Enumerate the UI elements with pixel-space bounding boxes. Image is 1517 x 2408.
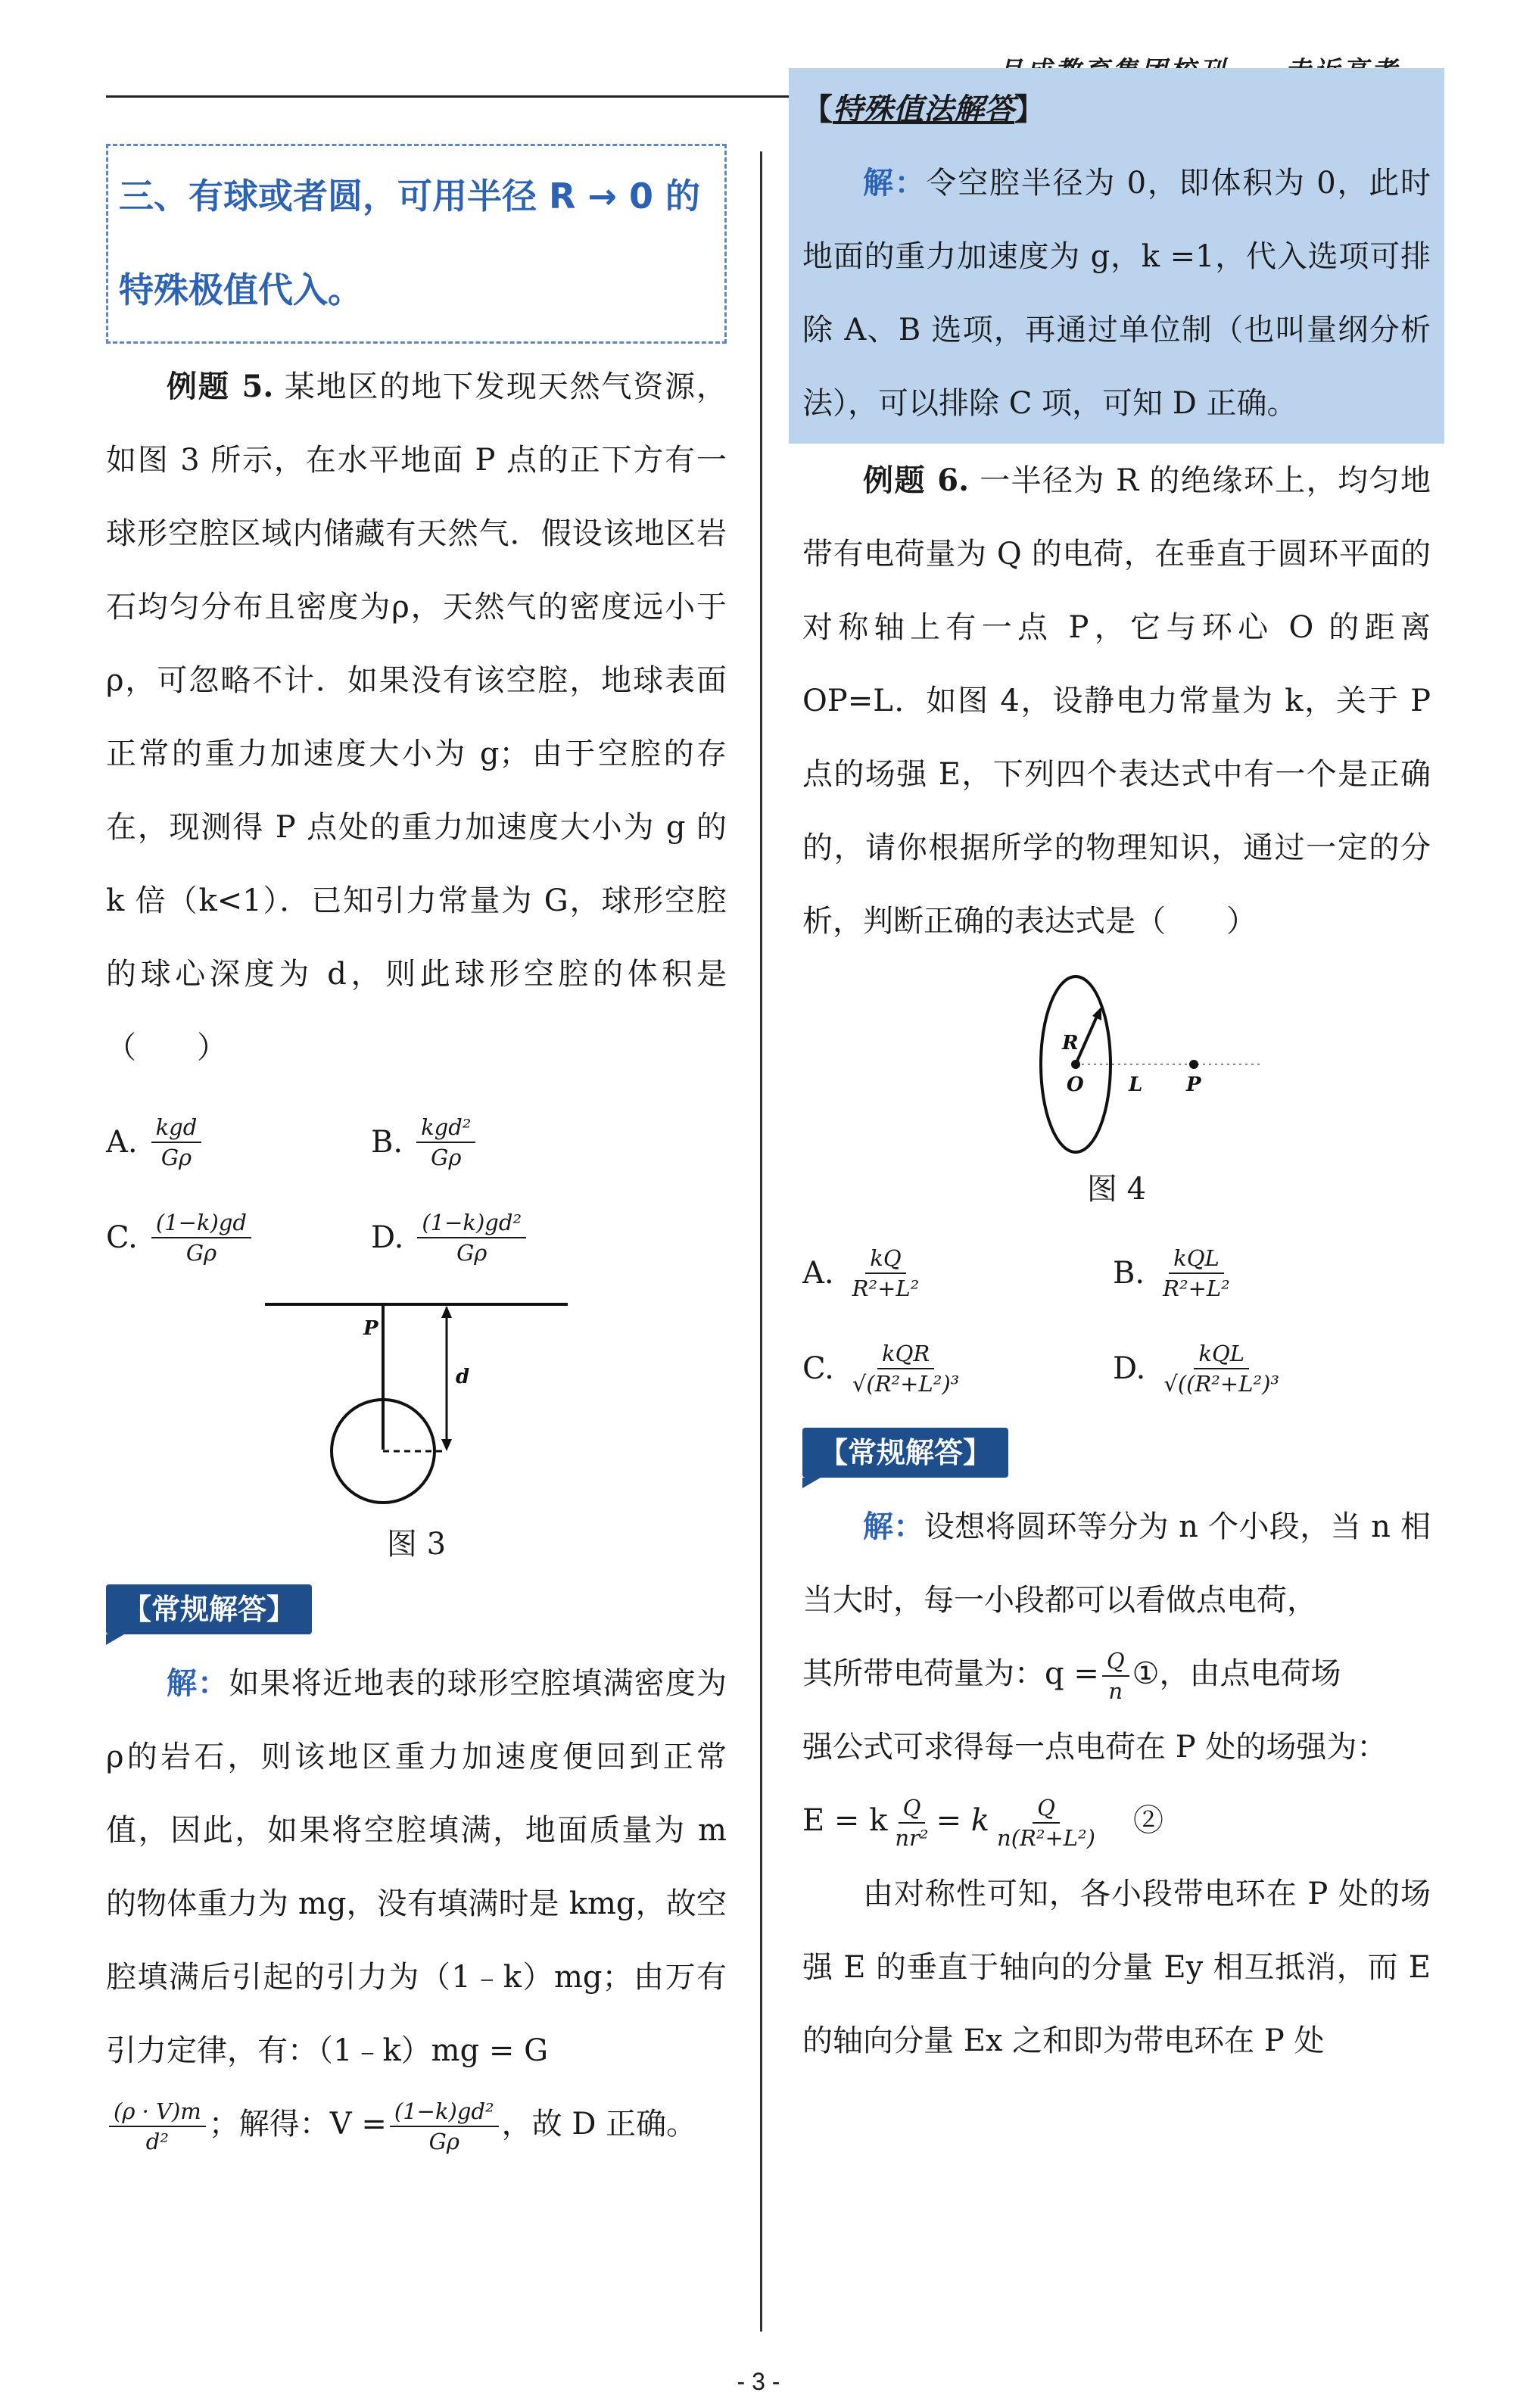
- solution5-mid-text: ；解得：V =: [208, 2107, 387, 2142]
- option-label: B.: [1113, 1255, 1145, 1291]
- solution5-fraction-2: [390, 2098, 499, 2154]
- solution5-equation: [106, 2088, 727, 2161]
- fraction-denominator: Gρ: [428, 2129, 459, 2154]
- option-label: B.: [371, 1124, 403, 1160]
- option-fraction: [1158, 1245, 1235, 1301]
- fraction-denominator: n(R²+L²): [997, 1825, 1095, 1851]
- example5-option-b[interactable]: [371, 1097, 689, 1188]
- figure-4-label-r: R: [1062, 1032, 1079, 1054]
- solution6-q-fraction: [1102, 1648, 1129, 1704]
- special-solution-text: 令空腔半径为 0，即体积为 0，此时地面的重力加速度为 g，k =1，代入选项可排除 A、B 选项，再通过单位制（也叫量纲分析法），可以排除 C 项，可知 D 正确。: [802, 166, 1431, 421]
- figure-4-diagram: [958, 966, 1276, 1163]
- fraction-numerator: (ρ · V)m: [109, 2098, 206, 2127]
- fraction-numerator: kQR: [877, 1341, 934, 1369]
- solution6-body-4: 由对称性可知，各小段带电环在 P 处的场强 E 的垂直于轴向的分量 Ey 相互抵消，而 E 的轴向分量 Ex 之和即为带电环在 P 处: [802, 1877, 1431, 2058]
- example6-option-b[interactable]: [1113, 1228, 1431, 1319]
- fraction-denominator: R²+L²: [1163, 1276, 1230, 1301]
- fraction-numerator: Q: [1033, 1795, 1060, 1824]
- figure-4-label-l: L: [1129, 1073, 1143, 1096]
- example5-label: 例题 5.: [167, 369, 274, 404]
- solution6-text-2a: 其所带电荷量为：q =: [802, 1656, 1099, 1691]
- figure-3-diagram: [257, 1291, 575, 1518]
- solution6-text-1: 设想将圆环等分为 n 个小段，当 n 相当大时，每一小段都可以看做点电荷，: [802, 1509, 1431, 1618]
- bracket: 】: [1014, 92, 1045, 127]
- fraction-denominator: √(R²+L²)³: [852, 1371, 960, 1397]
- fraction-numerator: (1−k)gd²: [390, 2098, 499, 2127]
- solution-prefix: 解：: [863, 1509, 924, 1544]
- fraction-denominator: Gρ: [185, 1240, 217, 1266]
- solution-prefix: 解：: [167, 1665, 229, 1701]
- section-heading-line1: 三、有球或者圆，可用半径 R → 0 的: [119, 176, 701, 217]
- column-divider: [760, 151, 762, 2332]
- page-number: - 3 -: [737, 2368, 780, 2395]
- section-heading: [106, 144, 727, 344]
- example6-option-c[interactable]: [802, 1323, 1113, 1414]
- example5-option-a[interactable]: [106, 1097, 371, 1188]
- fraction-denominator: d²: [145, 2129, 169, 2154]
- solution5-body: [106, 1646, 727, 2088]
- solution5-text: 如果将近地表的球形空腔填满密度为ρ的岩石，则该地区重力加速度便回到正常值，因此，如果将空腔填满，地面质量为 m 的物体重力为 mg，没有填满时是 kmg，故空腔填满后引起的引力为（1﹣k）mg；由万有引力定律，有：（1﹣k）mg = G: [106, 1666, 727, 2068]
- solution5-fraction-1: [109, 2098, 206, 2154]
- solution6-body-1: [802, 1490, 1431, 1637]
- option-fraction: [151, 1210, 251, 1266]
- example6-options: [802, 1228, 1431, 1414]
- special-solution-title: [802, 73, 1431, 146]
- special-solution-body: [802, 146, 1431, 441]
- figure-4-label-o: O: [1067, 1073, 1084, 1096]
- option-label: A.: [802, 1255, 834, 1291]
- example5-question: [106, 350, 727, 1085]
- solution6-text-2b: ①，由点电荷场: [1132, 1656, 1341, 1691]
- option-label: D.: [1113, 1350, 1146, 1386]
- fraction-denominator: n: [1108, 1678, 1123, 1704]
- figure-3-label-d: d: [456, 1366, 470, 1388]
- example6-text: 一半径为 R 的绝缘环上，均匀地带有电荷量为 Q 的电荷，在垂直于圆环平面的对称轴上有一点 P，它与环心 O 的距离 OP=L．如图 4，设静电力常量为 k，关于 P 点的场强 E，下列四个表达式中有一个是正确的，请你根据所学的物理知识，通过一定的分析，判断正确的表达式是（ ）: [802, 463, 1431, 939]
- option-label: C.: [106, 1220, 138, 1255]
- option-fraction: [848, 1245, 924, 1301]
- option-label: D.: [371, 1220, 404, 1255]
- option-fraction: [1159, 1341, 1284, 1397]
- example5-option-c[interactable]: [106, 1192, 371, 1283]
- option-fraction: [151, 1114, 202, 1170]
- example6-label: 例题 6.: [863, 463, 970, 498]
- fraction-denominator: nr²: [895, 1825, 929, 1851]
- fraction-denominator: √((R²+L²)³: [1163, 1371, 1280, 1397]
- fraction-numerator: kgd: [151, 1114, 202, 1143]
- fraction-denominator: Gρ: [160, 1145, 192, 1170]
- example6-option-a[interactable]: [802, 1228, 1113, 1319]
- fraction-numerator: (1−k)gd: [151, 1210, 251, 1238]
- option-fraction: [416, 1114, 475, 1170]
- figure-3-caption: 图 3: [386, 1527, 447, 1562]
- special-solution-box: [789, 68, 1444, 444]
- figure-4-caption: 图 4: [1086, 1172, 1147, 1207]
- example5-options: [106, 1097, 727, 1283]
- example6-question: [802, 444, 1431, 958]
- solution6-body-3: 强公式可求得每一点电荷在 P 处的场强为：: [802, 1730, 1388, 1765]
- solution5-end-text: ，故 D 正确。: [501, 2107, 697, 2142]
- figure-3: [106, 1291, 727, 1571]
- figure-4: [802, 966, 1431, 1216]
- fraction-numerator: kQ: [865, 1245, 905, 1274]
- special-solution-heading: 特殊值法解答: [833, 92, 1014, 127]
- bracket: 【: [802, 92, 833, 127]
- equation-lhs: E = k: [802, 1803, 888, 1838]
- equation-marker: ②: [1132, 1803, 1163, 1838]
- option-label: A.: [106, 1124, 138, 1160]
- figure-4-label-p: P: [1186, 1073, 1201, 1096]
- fraction-denominator: Gρ: [431, 1145, 462, 1170]
- option-fraction: [848, 1341, 964, 1397]
- example5-option-d[interactable]: [371, 1192, 689, 1283]
- fraction-denominator: Gρ: [456, 1240, 487, 1266]
- example6-option-d[interactable]: [1113, 1323, 1431, 1414]
- fraction-denominator: R²+L²: [852, 1276, 920, 1301]
- right-column: [802, 92, 1431, 2078]
- equation-mid: = k: [936, 1803, 990, 1838]
- left-column: [106, 144, 727, 2161]
- fraction-numerator: kgd²: [416, 1114, 475, 1143]
- solution-prefix: 解：: [863, 165, 927, 201]
- fraction-numerator: (1−k)gd²: [417, 1210, 526, 1238]
- section-heading-line2: 特殊极值代入。: [119, 269, 363, 310]
- solution5-banner: 【常规解答】: [106, 1584, 312, 1634]
- figure-3-label-p: P: [363, 1317, 378, 1340]
- example5-text: 某地区的地下发现天然气资源，如图 3 所示，在水平地面 P 点的正下方有一球形空腔区域内储藏有天然气．假设该地区岩石均匀分布且密度为ρ，天然气的密度远小于ρ，可忽略不计．如果没有该空腔，地球表面正常的重力加速度大小为 g；由于空腔的存在，现测得 P 点处的重力加速度大小为 g 的 k 倍（k<1）．已知引力常量为 G，球形空腔的球心深度为 d，则此球形空腔的体积是（ ）: [106, 369, 727, 1065]
- fraction-numerator: kQL: [1169, 1245, 1224, 1274]
- equation-fraction-1: [890, 1795, 933, 1851]
- equation-fraction-2: [992, 1795, 1100, 1851]
- solution6-equation: [802, 1784, 1431, 1858]
- solution6-body-2: [802, 1637, 1431, 1711]
- solution6-banner: 【常规解答】: [802, 1428, 1008, 1478]
- option-fraction: [417, 1210, 526, 1266]
- fraction-numerator: kQL: [1194, 1341, 1249, 1369]
- fraction-numerator: Q: [899, 1795, 926, 1824]
- fraction-numerator: Q: [1102, 1648, 1129, 1677]
- option-label: C.: [802, 1350, 834, 1386]
